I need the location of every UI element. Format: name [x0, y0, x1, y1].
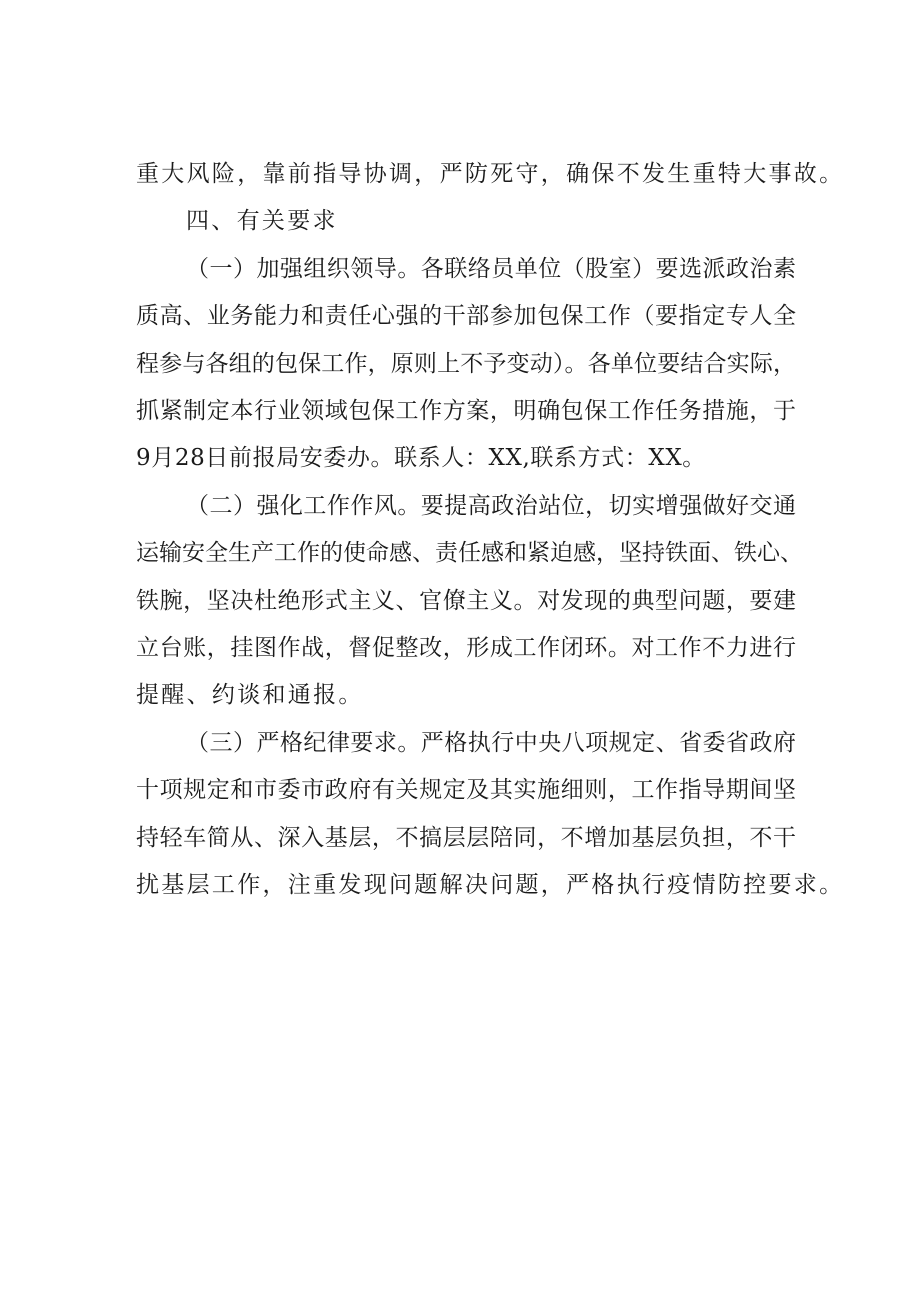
- paragraph-line: 运输安全生产工作的使命感、责任感和紧迫感，坚持铁面、铁心、: [136, 540, 803, 566]
- paragraph-line: 抓紧制定本行业领域包保工作方案，明确包保工作任务措施，于: [136, 398, 796, 424]
- paragraph-line: 立台账，挂图作战，督促整改，形成工作闭环。对工作不力进行: [136, 635, 796, 661]
- paragraph-line: 重大风险，靠前指导协调，严防死守，确保不发生重特大事故。: [136, 161, 845, 187]
- paragraph-line: 9月28日前报局安委办。联系人：XX,联系方式：XX。: [136, 445, 706, 471]
- paragraph-line: 质高、业务能力和责任心强的干部参加包保工作（要指定专人全: [136, 303, 796, 329]
- paragraph-line: （三）严格纪律要求。严格执行中央八项规定、省委省政府: [186, 730, 796, 756]
- paragraph-line: 铁腕，坚决杜绝形式主义、官僚主义。对发现的典型问题，要建: [136, 588, 796, 614]
- paragraph-line: 扰基层工作，注重发现问题解决问题，严格执行疫情防控要求。: [136, 872, 845, 898]
- paragraph-line: 程参与各组的包保工作，原则上不予变动）。各单位要结合实际，: [136, 351, 796, 377]
- paragraph-line: 持轻车简从、深入基层，不搞层层陪同，不增加基层负担，不干: [136, 825, 796, 851]
- section-heading: 四、有关要求: [186, 208, 338, 234]
- paragraph-line: 提醒、约谈和通报。: [136, 682, 364, 708]
- paragraph-line: （二）强化工作作风。要提高政治站位，切实增强做好交通: [186, 493, 796, 519]
- paragraph-line: 十项规定和市委市政府有关规定及其实施细则，工作指导期间坚: [136, 777, 796, 803]
- paragraph-line: （一）加强组织领导。各联络员单位（股室）要选派政治素: [186, 256, 796, 282]
